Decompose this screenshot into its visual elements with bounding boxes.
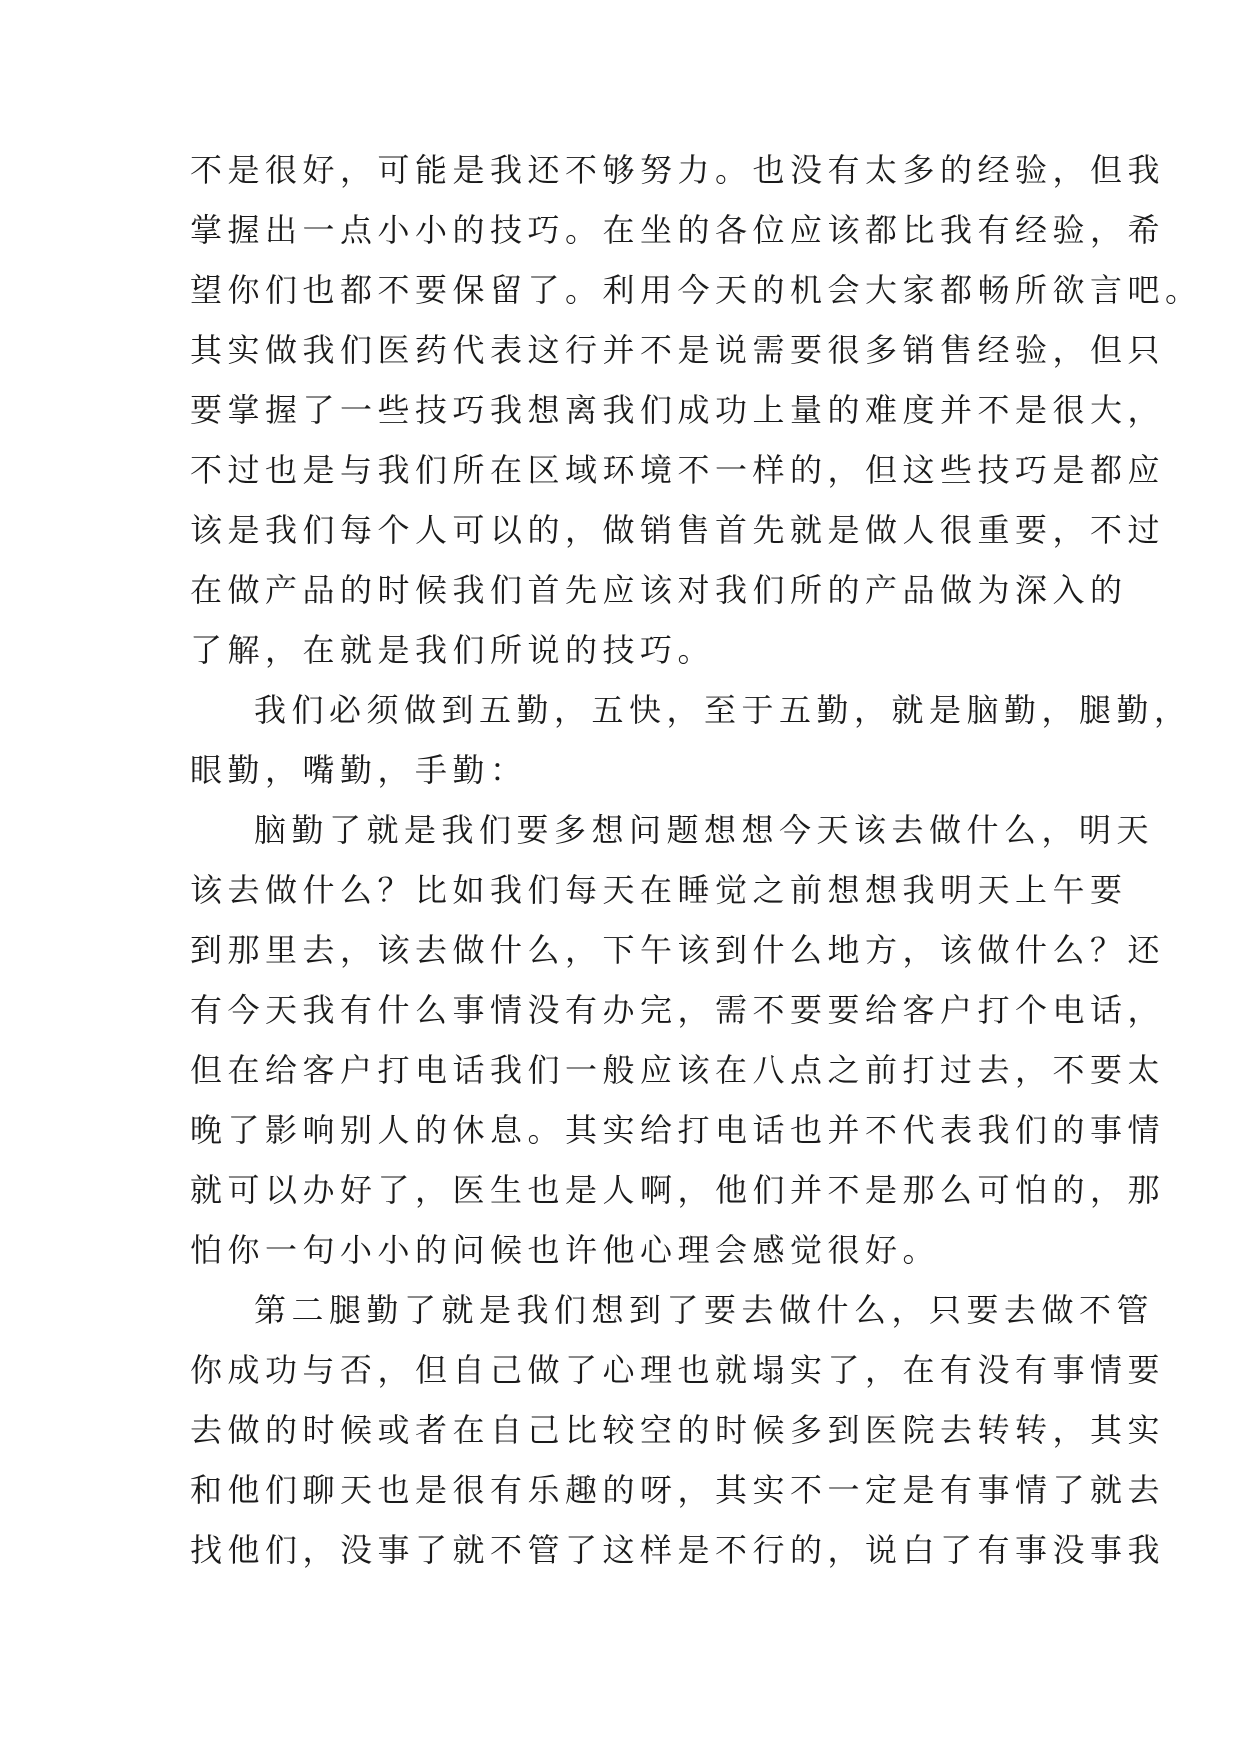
text-line: 该是我们每个人可以的，做销售首先就是做人很重要，不过 xyxy=(190,511,1166,549)
text-line: 但在给客户打电话我们一般应该在八点之前打过去，不要太 xyxy=(190,1051,1166,1089)
text-line: 了解，在就是我们所说的技巧。 xyxy=(190,631,716,669)
paragraph-first-line: 脑勤了就是我们要多想问题想想今天该去做什么，明天 xyxy=(254,811,1155,849)
text-line: 在做产品的时候我们首先应该对我们所的产品做为深入的 xyxy=(190,571,1128,609)
text-line: 其实做我们医药代表这行并不是说需要很多销售经验，但只 xyxy=(190,331,1166,369)
text-line: 该去做什么？比如我们每天在睡觉之前想想我明天上午要 xyxy=(190,871,1128,909)
text-line: 你成功与否，但自己做了心理也就塌实了，在有没有事情要 xyxy=(190,1351,1166,1389)
text-line: 不过也是与我们所在区域环境不一样的，但这些技巧是都应 xyxy=(190,451,1166,489)
text-line: 到那里去，该去做什么，下午该到什么地方，该做什么？还 xyxy=(190,931,1166,969)
text-line: 找他们，没事了就不管了这样是不行的，说白了有事没事我 xyxy=(190,1531,1166,1569)
text-line: 怕你一句小小的问候也许他心理会感觉很好。 xyxy=(190,1231,941,1269)
text-line: 要掌握了一些技巧我想离我们成功上量的难度并不是很大， xyxy=(190,391,1166,429)
text-line: 望你们也都不要保留了。利用今天的机会大家都畅所欲言吧。 xyxy=(190,271,1203,309)
paragraph-first-line: 我们必须做到五勤，五快，至于五勤，就是脑勤，腿勤， xyxy=(254,691,1192,729)
text-line: 掌握出一点小小的技巧。在坐的各位应该都比我有经验，希 xyxy=(190,211,1166,249)
text-line: 和他们聊天也是很有乐趣的呀，其实不一定是有事情了就去 xyxy=(190,1471,1166,1509)
text-line: 不是很好，可能是我还不够努力。也没有太多的经验，但我 xyxy=(190,151,1166,189)
text-line: 就可以办好了，医生也是人啊，他们并不是那么可怕的，那 xyxy=(190,1171,1166,1209)
text-line: 晚了影响别人的休息。其实给打电话也并不代表我们的事情 xyxy=(190,1111,1166,1149)
text-line: 有今天我有什么事情没有办完，需不要要给客户打个电话， xyxy=(190,991,1166,1029)
text-line: 眼勤，嘴勤，手勤： xyxy=(190,751,528,789)
paragraph-first-line: 第二腿勤了就是我们想到了要去做什么，只要去做不管 xyxy=(254,1291,1155,1329)
text-line: 去做的时候或者在自己比较空的时候多到医院去转转，其实 xyxy=(190,1411,1166,1449)
